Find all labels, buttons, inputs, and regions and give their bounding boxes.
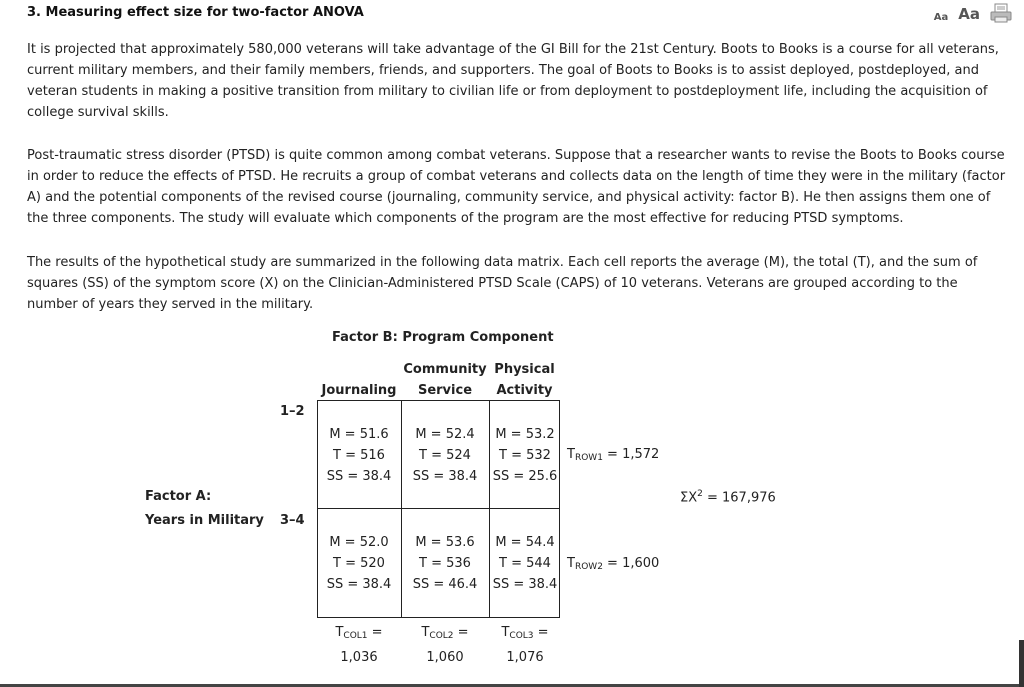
column-header-physical-activity: Physical Activity	[494, 362, 555, 398]
col-total-2: $T_{COL2}$ = 1,060	[421, 625, 469, 665]
col-total-3: $T_{COL3}$ = 1,076	[501, 625, 549, 665]
toolbar	[934, 3, 1012, 23]
row-total-1: $T_{ROW1} = 1,572$	[567, 447, 660, 463]
matrix-cell: M = 52.4 T = 524 SS = 38.4	[412, 427, 478, 484]
row-label-3-4: 3–4	[280, 513, 305, 528]
column-header-journaling: Journaling	[321, 383, 397, 398]
increase-font-button[interactable]: Aa	[958, 5, 980, 23]
matrix-cell: M = 52.0 T = 520 SS = 38.4	[326, 535, 392, 592]
matrix-cell: M = 54.4 T = 544 SS = 38.4	[492, 535, 558, 592]
row-label-1-2: 1–2	[280, 404, 305, 419]
factor-a-sublabel: Years in Military	[145, 513, 264, 528]
factor-a-label: Factor A:	[145, 489, 212, 504]
question-title: 3. Measuring effect size for two-factor ANOVA	[27, 5, 364, 20]
row-total-2: $T_{ROW2} = 1,600$	[567, 556, 660, 572]
grid-divider	[317, 508, 560, 509]
matrix-cell: M = 51.6 T = 516 SS = 38.4	[326, 427, 392, 484]
paragraph-ptsd: Post-traumatic stress disorder (PTSD) is quite common among combat veterans. Suppose that a researcher wants to revise the Boots to Books course in order to reduce the effects of PTSD. He recruits a group of combat veterans and collects data on the length of time they were in the military (factor A) and the potential components of the revised course (journaling, community service, and physical activity: factor B). He then assigns them one of the three components. The study will evaluate which components of the program are the most effective for reducing PTSD symptoms.	[27, 148, 1006, 226]
factor-b-label: Factor B: Program Component	[332, 330, 554, 345]
paragraph-results: The results of the hypothetical study are summarized in the following data matrix. Each cell reports the average (M), the total (T), and the sum of squares (SS) of the symptom score (X) on the Clinician-Administered PTSD Scale (CAPS) of 10 veterans. Veterans are grouped according to the number of years they served in the military.	[27, 255, 978, 312]
paragraph-intro: It is projected that approximately 580,000 veterans will take advantage of the GI Bill for the 21st Century. Boots to Books is a course for all veterans, current military members, and their family members, friends, and supporters. The goal of Boots to Books is to assist deployed, postdeployed, and veteran students in making a positive transition from military to civilian life or from deployment to postdeployment life, including the acquisition of college survival skills.	[27, 42, 999, 120]
col-total-1: $T_{COL1}$ = 1,036	[335, 625, 383, 665]
column-header-community-service: Community Service	[403, 362, 487, 398]
matrix-cell: M = 53.6 T = 536 SS = 46.4	[412, 535, 478, 592]
scrollbar[interactable]	[1019, 640, 1024, 687]
sum-x-squared: $\Sigma X^2 = 167,976$	[680, 489, 776, 506]
decrease-font-button[interactable]: Aa	[933, 12, 949, 23]
grid-divider	[401, 400, 402, 618]
print-icon[interactable]	[990, 3, 1012, 23]
matrix-cell: M = 53.2 T = 532 SS = 25.6	[492, 427, 558, 484]
